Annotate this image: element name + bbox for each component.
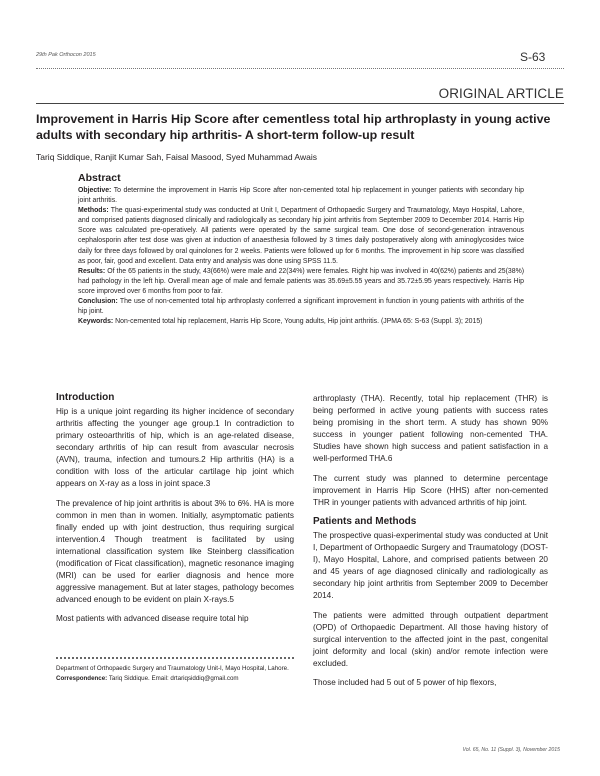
article-title: Improvement in Harris Hip Score after cementless total hip arthroplasty in young active adults with secondary hip arthritis- A short-term follow-up result: [36, 112, 551, 142]
intro-paragraph-1: Hip is a unique joint regarding its higher incidence of secondary arthritis affecting the younger age group.1 In contradiction to primary osteoarthritis of hip, which is an age-related disease, secondary arthritis of hip can result from avascular necrosis (AVN), trauma, infection and tumours.2 Hip arthritis (HA) is a condition with loss of the articular cartilage hip joint which appears on X-ray as a loss in joint space.3: [56, 407, 294, 488]
correspondence-line: [56, 674, 294, 684]
conclusion-label: Conclusion:: [78, 298, 118, 306]
header-solid-rule: [36, 103, 564, 104]
abstract-objective: [78, 186, 524, 206]
results-text: Of the 65 patients in the study, 43(66%) were male and 22(34%) were females. Right hip was involved in 40(62%) patients and 25(38%) had pathology in the left hip. Overall mean age of male and female patients was 35.69±5.55 years and 35.72±5.95 years respectively. Harris Hip score improved over 6 months from poor to fair.: [78, 267, 524, 295]
running-head: 29th Pak Orthocon 2015: [36, 52, 96, 58]
methods-heading: Patients and Methods: [313, 516, 417, 527]
author-list: Tariq Siddique, Ranjit Kumar Sah, Faisal Masood, Syed Muhammad Awais: [36, 152, 317, 162]
abstract-methods: [78, 206, 524, 267]
conclusion-text: The use of non-cemented total hip arthroplasty conferred a significant improvement in function in young patients with arthritis of the hip joint.: [78, 298, 524, 316]
correspondence-label: Correspondence:: [56, 675, 108, 682]
methods-text: The quasi-experimental study was conducted at Unit I, Department of Orthopaedic Surgery and Traumatology, Mayo Hospital, Lahore, and comprised patients diagnosed clinically and radiologically as secondary hip joint arthritis from September 2009 to December 2014. Harris Hip Score was calculated pre-operatively. All patients were operated by the same surgical team. One dose of second-generation intravenous cephalosporin after test dose was given at induction of anaesthesia followed by 3 times daily postoperatively along with aminoglycosides twice daily for three days followed by oral quinolones for 2 weeks. Patients were followed up for 6 months. The improvement in hip score was classified as poor, fair, good and excellent. Data entry and analysis was done using SPSS 11.5.: [78, 207, 524, 265]
keywords-label: Keywords:: [78, 318, 114, 326]
intro-paragraph-2: The prevalence of hip joint arthritis is about 3% to 6%. HA is more common in men than in women. Initially, asymptomatic patients finally ended up with joint destruction, thus requiring surgical intervention.4 Though treatment is facilitated by using international classification system like Steinberg classification (modification of Ficat classification), magnetic resonance imaging (MRI) can be used for earlier diagnosis and hence more aggressive management. But at later stages, pathology becomes advanced enough to be evident on plain X-rays.5: [56, 498, 295, 604]
left-column: [56, 392, 294, 633]
intro-paragraph-4: arthroplasty (THA). Recently, total hip replacement (THR) is being performed in active young patients with success rates being promising in the short term. A study has shown 90% success in younger patient following non-cemented THA. Studies have shown high success and patient satisfaction in a well-performed THA.6: [313, 394, 548, 463]
abstract-results: [78, 267, 524, 297]
abstract-section: [78, 172, 524, 327]
page-number: S-63: [520, 50, 546, 64]
methods-paragraph-3: Those included had 5 out of 5 power of hip flexors,: [313, 678, 497, 687]
abstract-keywords: [78, 317, 524, 327]
header-dotted-rule: [36, 68, 564, 69]
intro-paragraph-3: Most patients with advanced disease require total hip: [56, 614, 249, 623]
introduction-heading: Introduction: [56, 392, 115, 403]
right-column: [313, 393, 548, 697]
affiliation-text: Department of Orthopaedic Surgery and Traumatology Unit-I, Mayo Hospital, Lahore.: [56, 665, 289, 672]
objective-text: To determine the improvement in Harris Hip Score after non-cemented total hip replacement in younger patients with secondary hip joint arthritis.: [78, 187, 524, 205]
objective-label: Objective:: [78, 187, 112, 194]
correspondence-text: Tariq Siddique. Email: drtariqsiddiq@gmail.com: [107, 675, 239, 682]
methods-paragraph-2: The patients were admitted through outpatient department (OPD) of Orthopaedic Department. All those having history of surgical intervention to the affected joint in the past, congenital joint deformity and local (skin) and/or remote infection were excluded.: [313, 610, 548, 668]
methods-label: Methods:: [78, 207, 109, 215]
footer-citation: Vol. 65, No. 11 (Suppl. 3), November 2015: [462, 747, 560, 753]
abstract-conclusion: [78, 297, 524, 317]
results-label: Results:: [78, 267, 106, 275]
footnote-dotted-rule: [56, 657, 294, 659]
intro-paragraph-5: The current study was planned to determine percentage improvement in Harris Hip Score (HHS) after non-cemented THR in younger patients with advanced arthritis of hip joint.: [313, 473, 548, 507]
article-type-label: ORIGINAL ARTICLE: [438, 86, 564, 101]
footnote: [56, 664, 294, 684]
methods-paragraph-1: The prospective quasi-experimental study was conducted at Unit I, Department of Orthopaedic Surgery and Traumatology (DOST-I), Mayo Hospital, Lahore, and comprised patients between 20 and 45 years of age diagnosed clinically and radiologically as secondary hip joint arthritis from September 2009 to December 2014.: [313, 531, 548, 600]
abstract-heading: Abstract: [78, 172, 121, 184]
keywords-text: Non-cemented total hip replacement, Harris Hip Score, Young adults, Hip joint arthritis. (JPMA 65: S-63 (Suppl. 3); 2015): [113, 318, 483, 326]
